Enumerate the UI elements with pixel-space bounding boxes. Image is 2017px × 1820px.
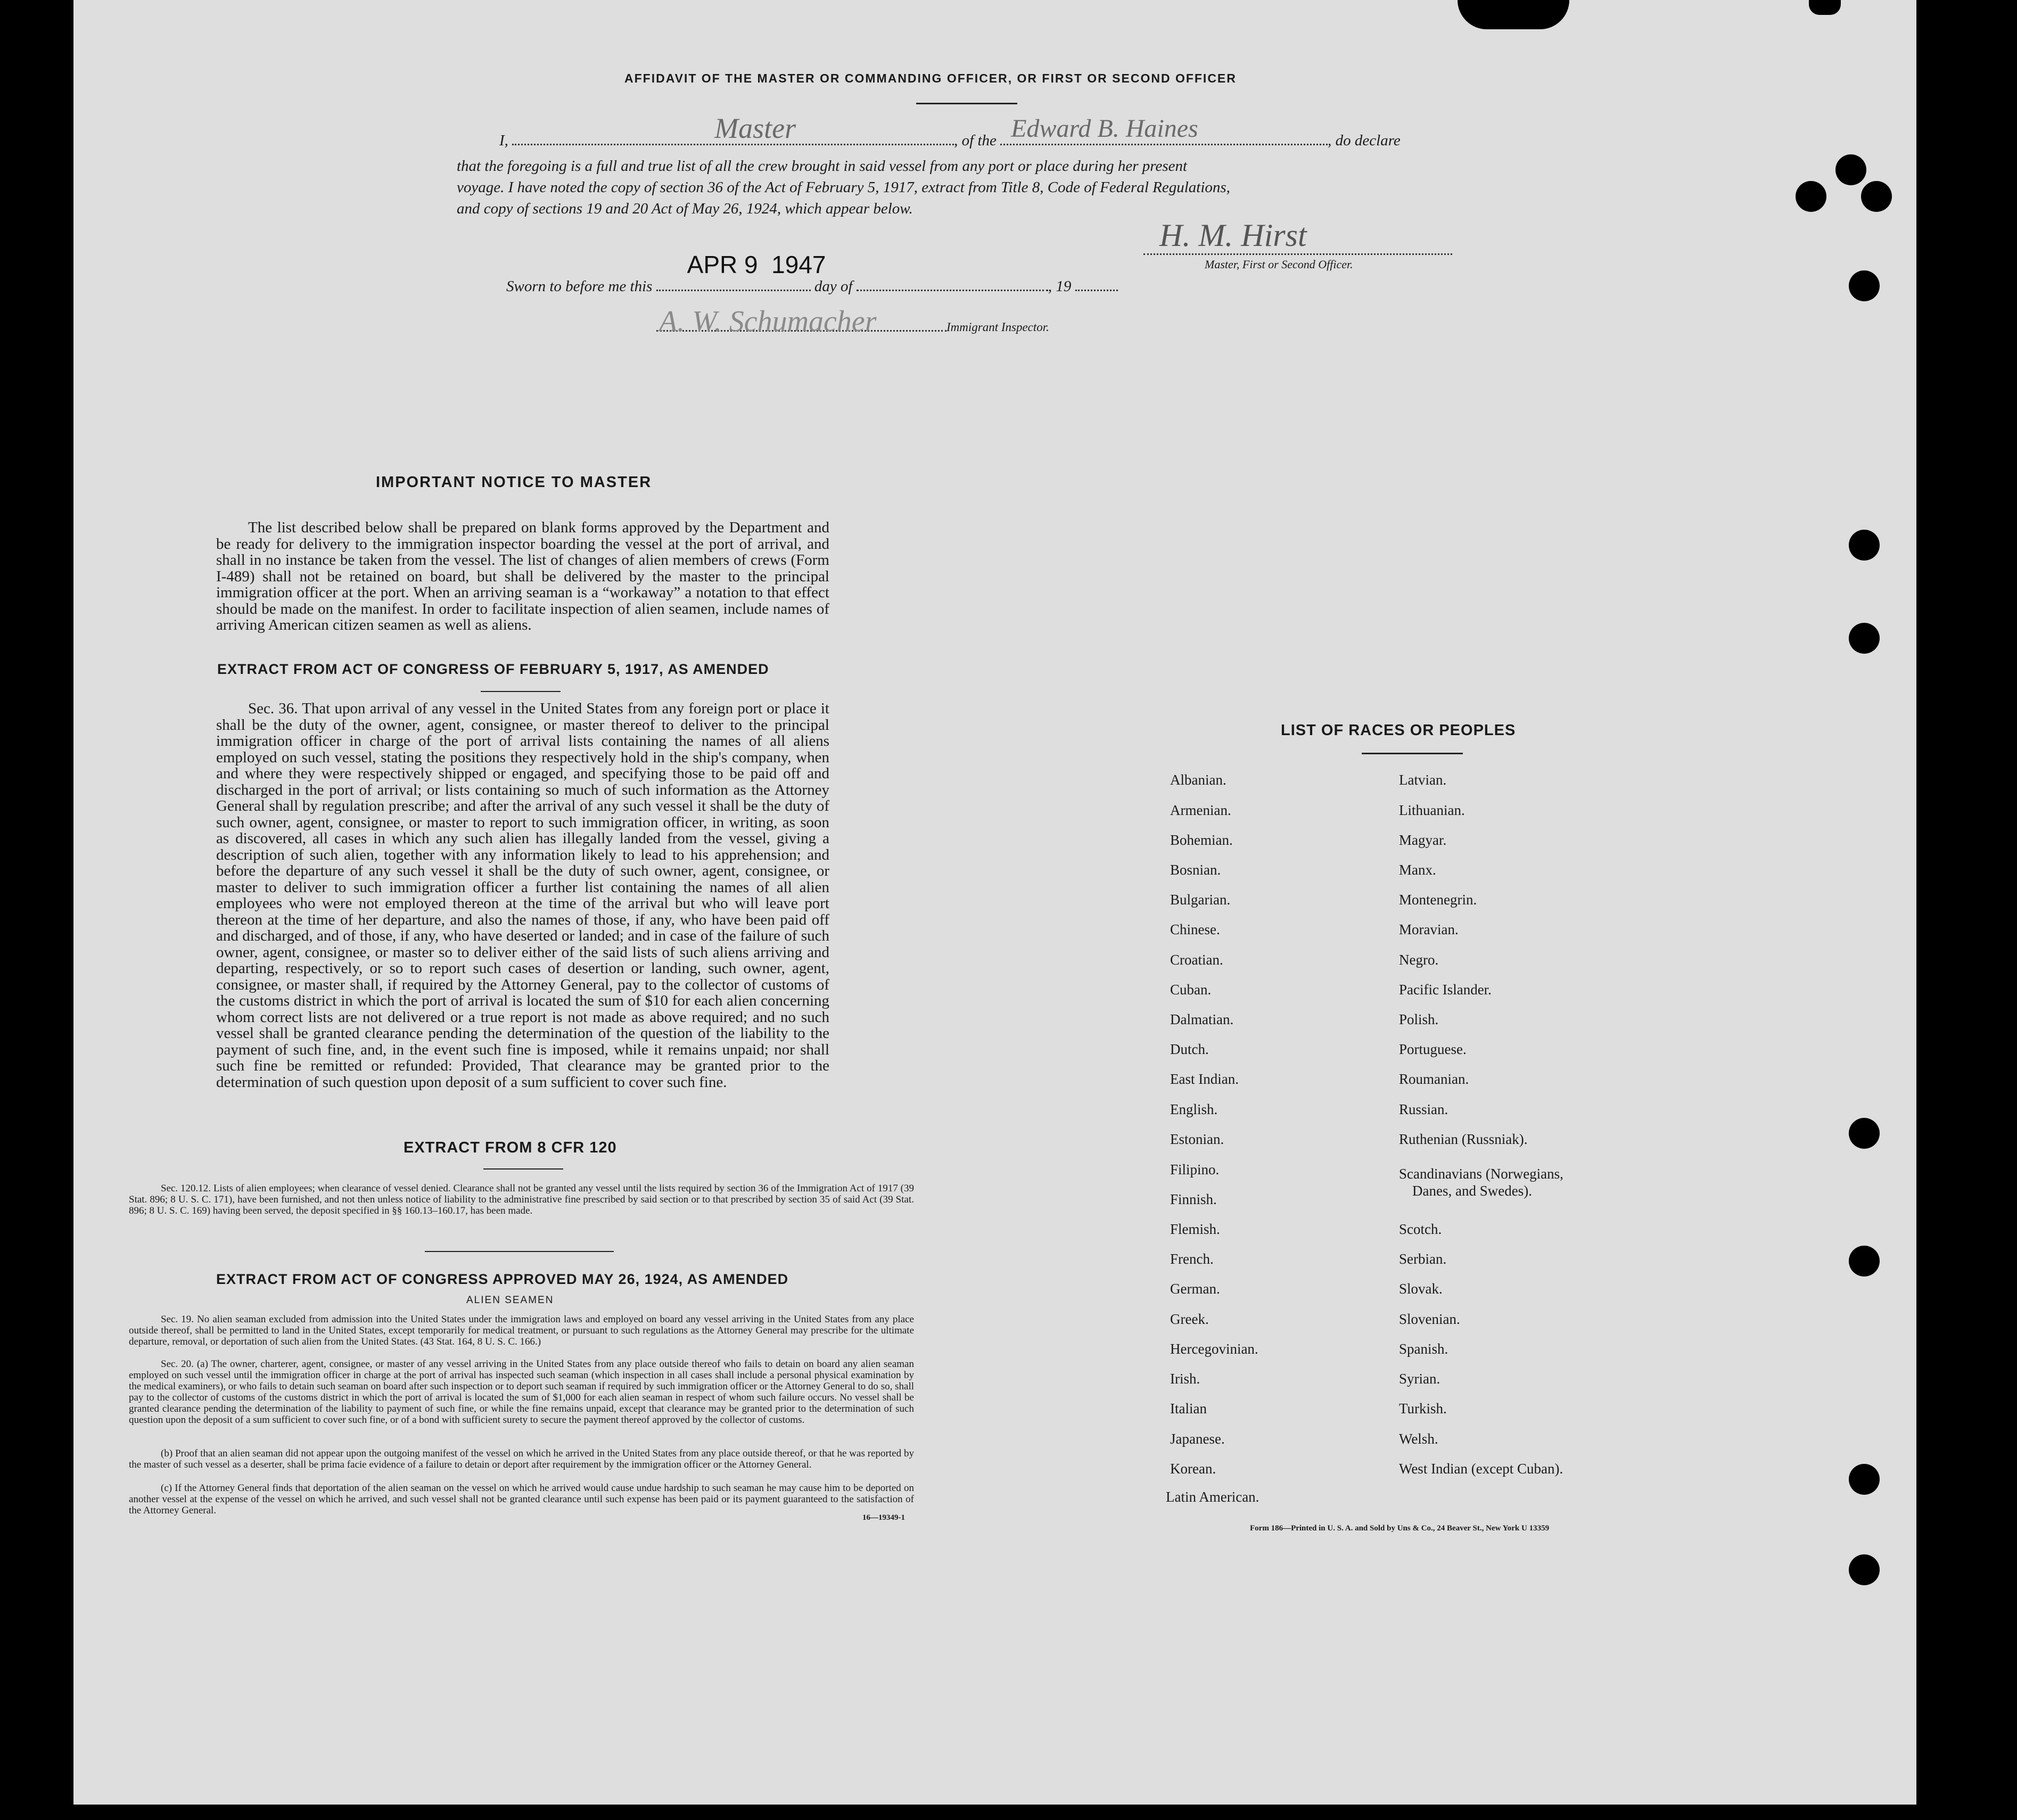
punch-hole: [1849, 1118, 1880, 1149]
race-japanese: Japanese.: [1170, 1431, 1225, 1447]
race-slovak: Slovak.: [1399, 1281, 1443, 1297]
extract-1924-title: EXTRACT FROM ACT OF CONGRESS APPROVED MAY 26, 1924, AS AMENDED: [216, 1271, 789, 1287]
punch-hole: [1849, 1554, 1880, 1585]
affidavit-of-the: , of the: [954, 132, 997, 149]
race-armenian: Armenian.: [1170, 802, 1231, 818]
race-moravian: Moravian.: [1399, 921, 1459, 937]
sworn-line: [506, 251, 1118, 295]
inspector-label: Immigrant Inspector.: [946, 320, 1049, 334]
race-east-indian: East Indian.: [1170, 1071, 1239, 1087]
race-korean: Korean.: [1170, 1461, 1216, 1477]
affidavit-declare: , do declare: [1328, 132, 1401, 149]
affidavit-line-1: [499, 112, 1569, 150]
torn-corner: [1458, 0, 1569, 29]
race-irish: Irish.: [1170, 1371, 1200, 1387]
race-russian: Russian.: [1399, 1101, 1448, 1117]
race-west-indian: West Indian (except Cuban).: [1399, 1461, 1563, 1477]
extract-cfr-body: Sec. 120.12. Lists of alien employees; when clearance of vessel denied. Clearance shall not be granted any vessel until the lists required by section 36 of the Immigration Act of 1917 (39 Stat. 896; 8 U. S. C. 171), have been furnished, and not then unless notice of liability to the administrative fine prescribed by said section or to that prescribed by section 35 of said Act (39 Stat. 896; 8 U. S. C. 169) having been served, the deposit specified in §§ 160.13–160.17, has been made.: [129, 1183, 914, 1216]
race-dutch: Dutch.: [1170, 1041, 1209, 1057]
notice-body: The list described below shall be prepared on blank forms approved by the Department and be ready for delivery to the immigration inspector boarding the vessel at the port of arrival, and shall in no instance be taken from the vessel. The list of changes of alien members of crews (Form I-489) shall not be retained on board, but shall be delivered by the master to the principal immigration officer at the port. When an arriving seaman is a “workaway” a notation to that effect should be made on the manifest. In order to facilitate inspection of alien seamen, include names of arriving American citizen seamen as well as aliens.: [216, 519, 829, 633]
sec-20c-text: (c) If the Attorney General finds that deportation of the alien seaman on the vessel on which he arrived would cause undue hardship to such seaman he may cause him to be deported on another vessel at the expense of the vessel on which he arrived, and such vessel shall not be granted clearance until such expense has been paid or its payment guaranteed to the satisfaction of the Attorney General.: [129, 1483, 914, 1516]
notice-title: IMPORTANT NOTICE TO MASTER: [376, 474, 652, 491]
race-filipino: Filipino.: [1170, 1162, 1220, 1177]
master-signature: H. M. Hirst: [1159, 218, 1307, 253]
section-divider: [425, 1251, 614, 1252]
race-serbian: Serbian.: [1399, 1251, 1447, 1267]
sec-20a-text: Sec. 20. (a) The owner, charterer, agent, consignee, or master of any vessel arriving in the United States from any place outside thereof who fails to detain on board any alien seaman employed on such vessel until the immigration officer in charge at the port of arrival has inspected such seaman (which inspection in all cases shall include a personal physical examination by the medical examiners), or who fails to detain such seaman on board after such inspection or to deport such seaman if required by such immigration officer or the Attorney General to do so, shall pay to the collector of customs of the customs district in which the port of arrival is located the sum of $1,000 for each alien seaman in respect of whom such failure occurs. No vessel shall be granted clearance pending the determination of the liability to payment of such fine, or while the fine remains unpaid, except that clearance may be granted prior to the determination of such question upon the deposit of a sum sufficient to cover such fine, or of a bond with sufficient surety to secure the payment thereof approved by the collector of customs.: [129, 1358, 914, 1426]
sec-19-text: Sec. 19. No alien seaman excluded from admission into the United States under the immigration laws and employed on board any vessel arriving in the United States from any place outside thereof, shall be permitted to land in the United States, except temporarily for medical treatment, or pursuant to such regulations as the Attorney General may prescribe for the ultimate departure, removal, or deportation of such alien from the United States. (43 Stat. 164, 8 U. S. C. 166.): [129, 1314, 914, 1347]
punch-hole: [1861, 181, 1892, 212]
race-spanish: Spanish.: [1399, 1341, 1448, 1357]
race-ruthenian: Ruthenian (Russniak).: [1399, 1131, 1528, 1147]
sec-20b-text: (b) Proof that an alien seaman did not appear upon the outgoing manifest of the vessel on which he arrived in the United States from any place outside thereof, or that he was reported by the master of such vessel as a deserter, shall be prima facie evidence of a failure to detain or deport after requirement by the immigration officer or the Attorney General.: [129, 1448, 914, 1470]
sworn-day-of: day of: [814, 278, 853, 295]
date-stamp: APR 9 1947: [687, 251, 826, 278]
races-title: LIST OF RACES OR PEOPLES: [1281, 722, 1516, 739]
sworn-prefix: Sworn to before me this: [506, 278, 653, 295]
master-name: Master: [714, 112, 796, 144]
race-finnish: Finnish.: [1170, 1191, 1217, 1207]
race-scandinavians-cont: Danes, and Swedes).: [1412, 1183, 1532, 1199]
sworn-year: , 19: [1048, 278, 1072, 295]
race-dalmatian: Dalmatian.: [1170, 1011, 1234, 1027]
punch-hole: [1849, 1464, 1880, 1495]
extract-1917-title: EXTRACT FROM ACT OF CONGRESS OF FEBRUARY 5, 1917, AS AMENDED: [217, 661, 769, 677]
race-estonian: Estonian.: [1170, 1131, 1224, 1147]
race-pacific-islander: Pacific Islander.: [1399, 982, 1492, 998]
race-hercegovinian: Hercegovinian.: [1170, 1341, 1258, 1357]
race-scotch: Scotch.: [1399, 1221, 1442, 1237]
race-french: French.: [1170, 1251, 1214, 1267]
inspector-signature: A. W. Schumacher: [659, 305, 877, 338]
form-code: 16—19349-1: [862, 1513, 905, 1522]
race-latvian: Latvian.: [1399, 772, 1447, 788]
race-lithuanian: Lithuanian.: [1399, 802, 1465, 818]
race-greek: Greek.: [1170, 1311, 1209, 1327]
races-divider: [1362, 753, 1463, 754]
master-signature-label: Master, First or Second Officer.: [1205, 258, 1353, 271]
race-turkish: Turkish.: [1399, 1401, 1447, 1417]
affidavit-divider: [916, 103, 1017, 104]
race-portuguese: Portuguese.: [1399, 1041, 1467, 1057]
race-manx: Manx.: [1399, 862, 1436, 878]
race-syrian: Syrian.: [1399, 1371, 1440, 1387]
race-bulgarian: Bulgarian.: [1170, 892, 1231, 908]
race-english: English.: [1170, 1101, 1218, 1117]
punch-hole: [1835, 154, 1866, 185]
race-roumanian: Roumanian.: [1399, 1071, 1469, 1087]
punch-hole: [1849, 270, 1880, 301]
punch-hole: [1796, 181, 1826, 212]
race-polish: Polish.: [1399, 1011, 1439, 1027]
race-welsh: Welsh.: [1399, 1431, 1438, 1447]
race-bohemian: Bohemian.: [1170, 832, 1233, 848]
vessel-name: Edward B. Haines: [1011, 114, 1198, 143]
affidavit-line-2: that the foregoing is a full and true list of all the crew brought in said vessel from any port or place during her present: [457, 158, 1188, 175]
affidavit-title: AFFIDAVIT OF THE MASTER OR COMMANDING OFFICER, OR FIRST OR SECOND OFFICER: [624, 71, 1237, 85]
race-flemish: Flemish.: [1170, 1221, 1220, 1237]
race-croatian: Croatian.: [1170, 952, 1223, 968]
race-bosnian: Bosnian.: [1170, 862, 1221, 878]
extract-cfr-title: EXTRACT FROM 8 CFR 120: [404, 1139, 617, 1156]
race-cuban: Cuban.: [1170, 982, 1212, 998]
race-montenegrin: Montenegrin.: [1399, 892, 1477, 908]
race-latin-american: Latin American.: [1166, 1489, 1259, 1505]
race-slovenian: Slovenian.: [1399, 1311, 1460, 1327]
race-negro: Negro.: [1399, 952, 1439, 968]
torn-corner: [1809, 0, 1841, 15]
extract-1917-divider: [481, 691, 561, 692]
extract-cfr-divider: [483, 1168, 563, 1170]
race-italian: Italian: [1170, 1401, 1207, 1417]
affidavit-line-3: voyage. I have noted the copy of section 36 of the Act of February 5, 1917, extract from Title 8, Code of Federal Regulations,: [457, 179, 1230, 196]
race-chinese: Chinese.: [1170, 921, 1220, 937]
affidavit-prefix: I,: [499, 132, 508, 149]
affidavit-line-4: and copy of sections 19 and 20 Act of May 26, 1924, which appear below.: [457, 200, 913, 217]
document-page: [73, 0, 1916, 1805]
extract-1917-body: Sec. 36. That upon arrival of any vessel in the United States from any foreign port or place it shall be the duty of the owner, agent, consignee, or master thereof to deliver to the principal immigration officer in charge of the port of arrival lists containing the names of all aliens employed on such vessel, stating the positions they respectively hold in the ship's company, when and where they were respectively shipped or engaged, and specifying those to be paid off and discharged in the port of arrival; or lists containing so much of such information as the Attorney General shall by regulation prescribe; and after the arrival of any such vessel it shall be the duty of such owner, agent, consignee, or master to report to such immigration officer, in writing, as soon as discovered, all cases in which any such alien has illegally landed from the vessel, giving a description of such alien, together with any information likely to lead to his apprehension; and before the departure of any such vessel it shall be the duty of such owner, agent, consignee, or master to deliver to such immigration officer a further list containing the names of all alien employees who were not employed thereon at the time of the arrival but who will leave port thereon at the time of her departure, and also the names of those, if any, who have been paid off and discharged, and of those, if any, who have deserted or landed; and in case of the failure of such owner, agent, consignee, or master so to deliver either of the said lists of such aliens arriving and departing, respectively, or so to report such cases of desertion or landing, such owner, agent, consignee, or master shall, if required by the Attorney General, pay to the collector of customs of the customs district in which the port of arrival is located the sum of $10 for each alien concerning whom correct lists are not delivered or a true report is not made as above required; and no such vessel shall be granted clearance pending the determination of the question of the liability to the payment of such fine, and, in the event such fine is imposed, while it remains unpaid; nor shall such fine be remitted or refunded: Provided, That clearance may be granted prior to the determination of such question upon deposit of a sum sufficient to cover such fine.: [216, 700, 829, 1091]
punch-hole: [1849, 623, 1880, 654]
race-magyar: Magyar.: [1399, 832, 1447, 848]
form-imprint: Form 186—Printed in U. S. A. and Sold by Uns & Co., 24 Beaver St., New York U 13359: [1250, 1524, 1550, 1533]
race-scandinavians: Scandinavians (Norwegians,: [1399, 1166, 1563, 1182]
extract-1924-subtitle: ALIEN SEAMEN: [466, 1295, 554, 1306]
punch-hole: [1849, 1246, 1880, 1277]
race-albanian: Albanian.: [1170, 772, 1226, 788]
punch-hole: [1849, 530, 1880, 561]
race-german: German.: [1170, 1281, 1220, 1297]
